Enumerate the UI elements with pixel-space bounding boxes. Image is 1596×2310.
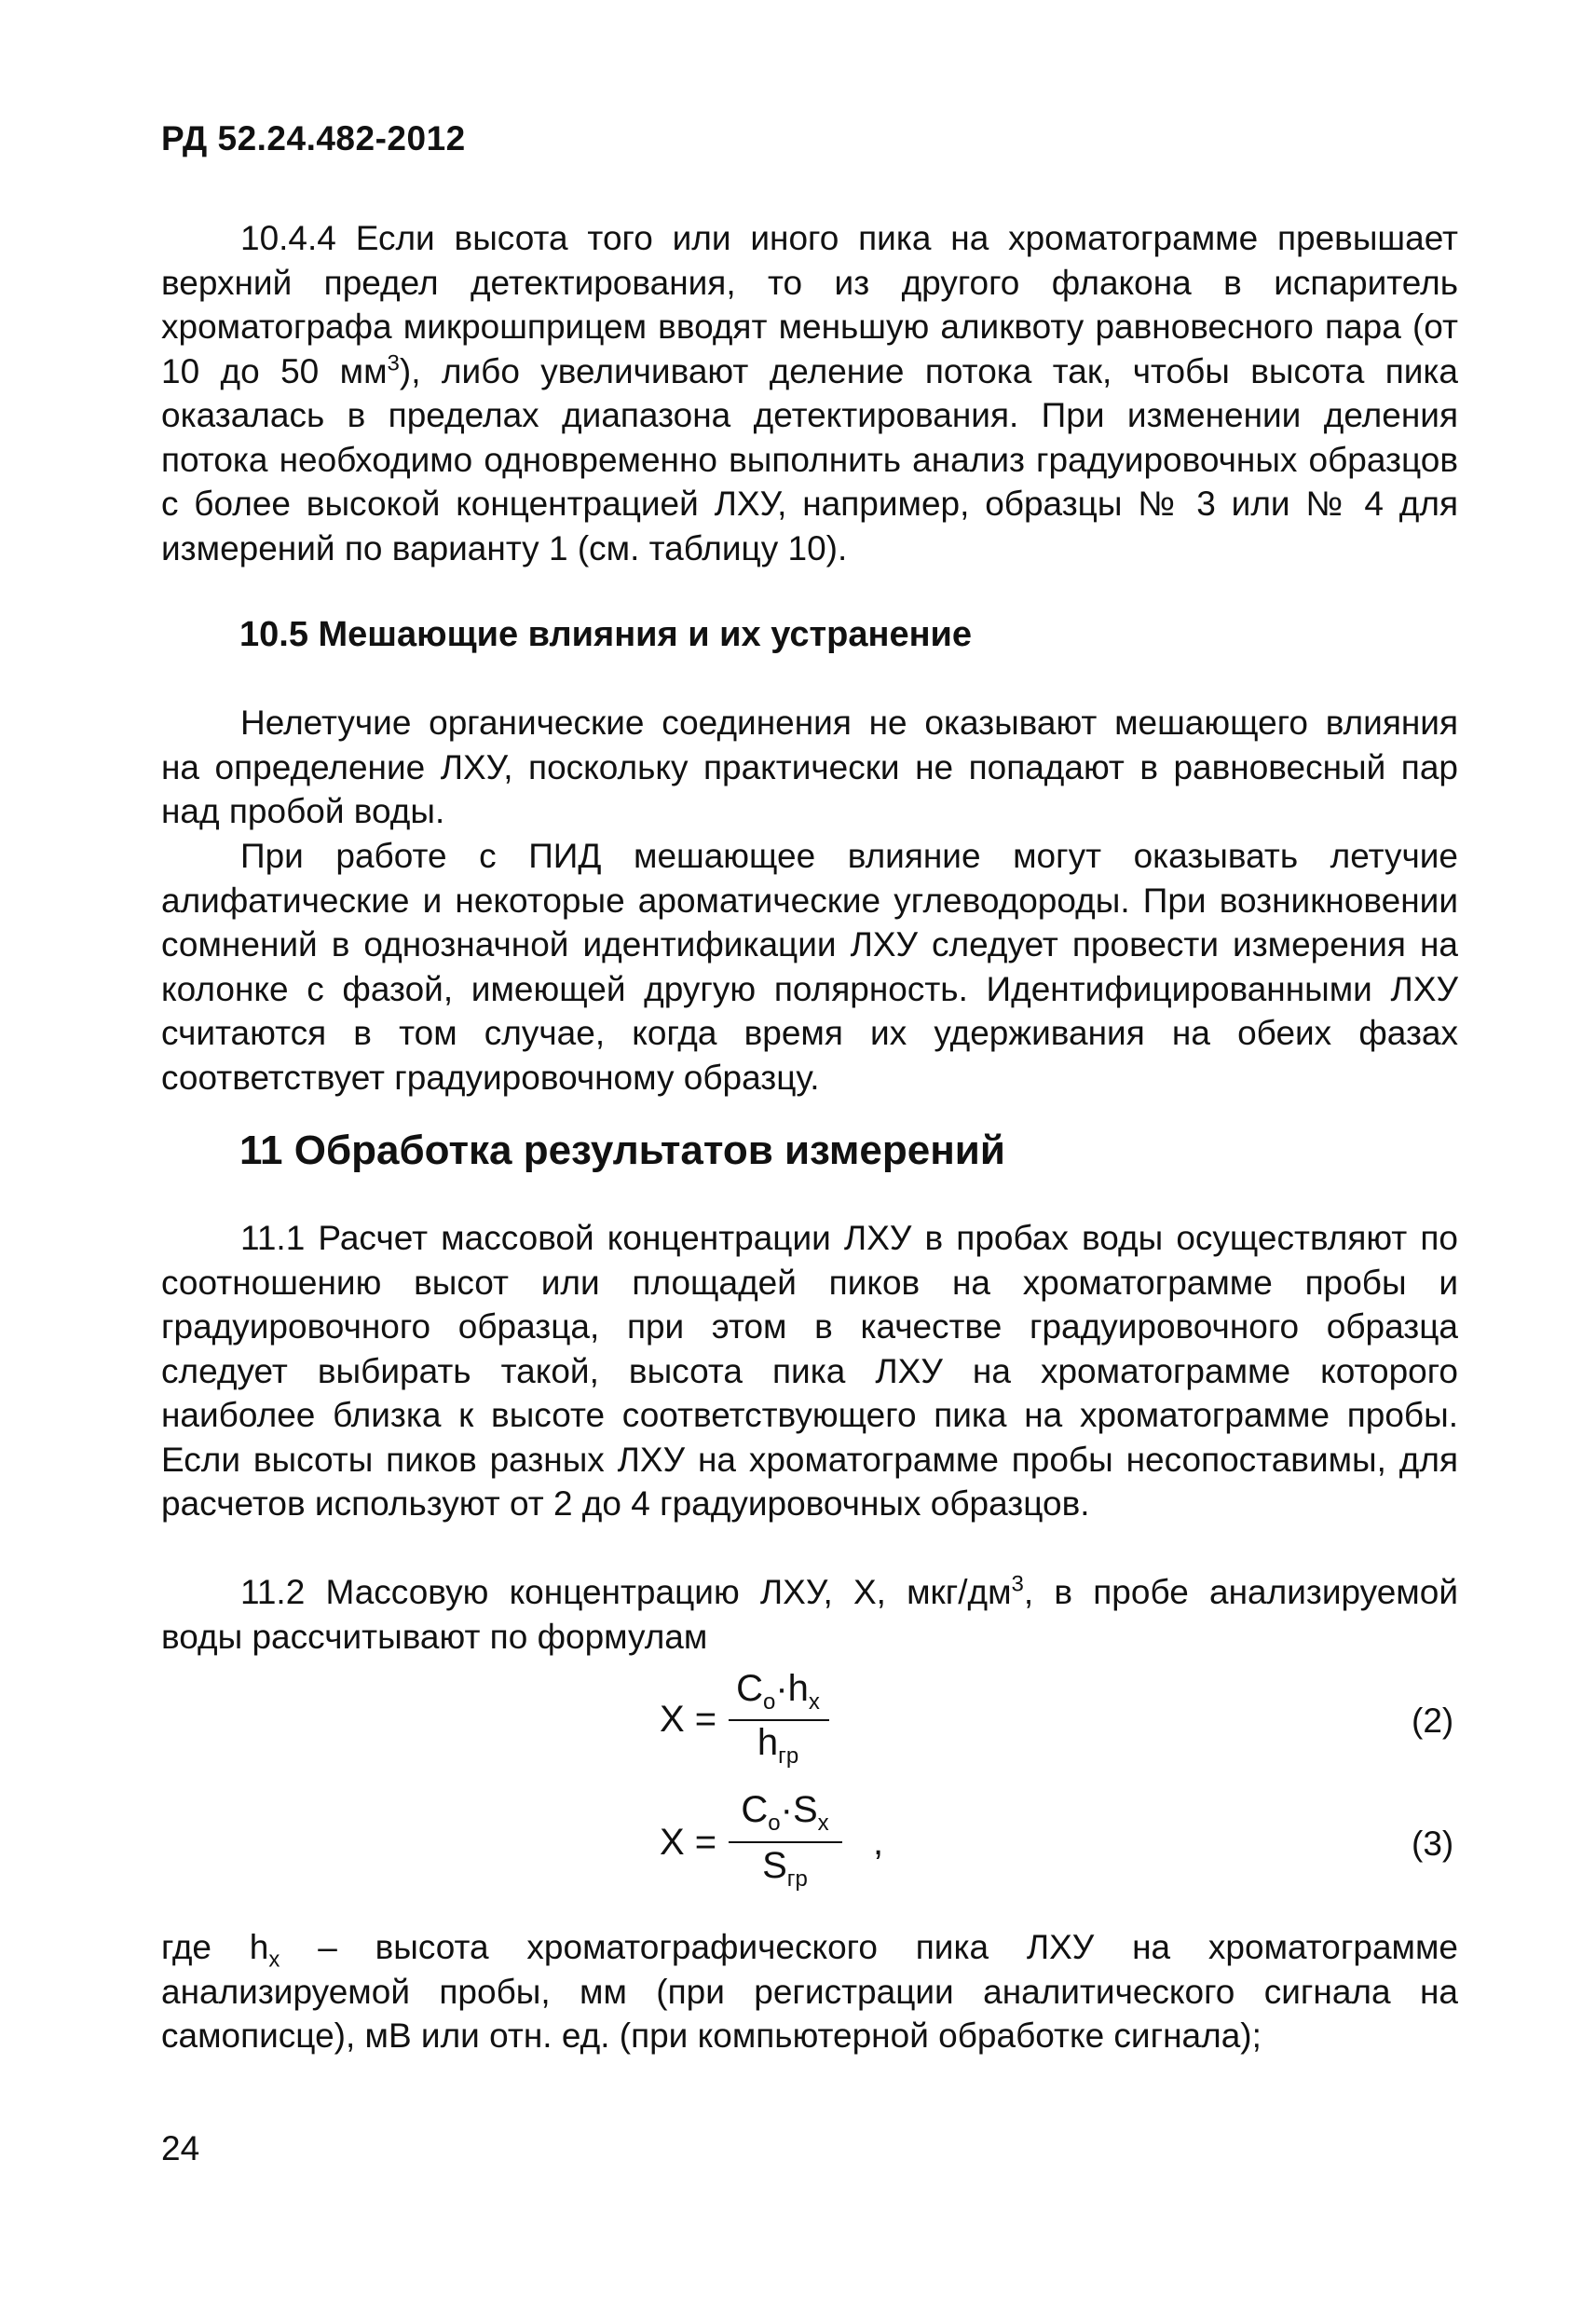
paragraph-text-cont: ), либо увеличивают деление потока так, чтобы высота пика оказалась в пределах диапазона детектирования. При изменении деления потока необходимо одновременно выполнить анализ градуировочных образцов с более высокой концентрацией ЛХУ, например, образцы № 3 или № 4 для измерений по варианту 1 (см. таблицу 10).	[161, 351, 1458, 567]
formula-numerator: $C_o\cdot h_x$	[736, 1668, 820, 1715]
formula-denominator: $h_{гр}$	[757, 1722, 799, 1769]
superscript: 3	[1011, 1571, 1024, 1597]
where-text: – высота хроматографического пика ЛХУ на хроматограмме анализируемой пробы, мм (при регистрации аналитического сигнала на самописце), мВ или отн. ед. (при компьютерной обработке сигнала);	[161, 1928, 1458, 2055]
equation-number: (2)	[1412, 1702, 1454, 1740]
where-lead: где h	[161, 1928, 269, 1966]
where-definition	[161, 1925, 1458, 2058]
paragraph-10-5-1: Нелетучие органические соединения не оказывают мешающего влияния на определение ЛХУ, поскольку практически не попадают в равновесный пар над пробой воды.	[161, 704, 1458, 830]
section-heading-11: 11 Обработка результатов измерений	[239, 1128, 1005, 1173]
formula-lhs: X =	[660, 1822, 717, 1863]
page-number: 24	[161, 2129, 200, 2167]
fraction-line	[729, 1719, 829, 1721]
document-code-header: РД 52.24.482-2012	[161, 119, 466, 157]
superscript: 3	[387, 350, 400, 376]
paragraph-text-cont: , в пробе анализируемой воды рассчитывают по формулам	[161, 1573, 1458, 1656]
equation-number: (3)	[1412, 1825, 1454, 1863]
section-heading-10-5: 10.5 Мешающие влияния и их устранение	[239, 615, 973, 654]
paragraph-11-1: 11.1 Расчет массовой концентрации ЛХУ в пробах воды осуществляют по соотношению высот или площадей пиков на хроматограмме пробы и градуировочного образца, при этом в качестве градуировочного образца следует выбирать такой, высота пика ЛХУ на хроматограмме которого наиболее близка к высоте соответствующего пика на хроматограмме пробы. Если высоты пиков разных ЛХУ на хроматограмме пробы несопоставимы, для расчетов используют от 2 до 4 градуировочных образцов.	[161, 1219, 1458, 1523]
paragraph-text: 11.2 Массовую концентрацию ЛХУ, X, мкг/дм	[240, 1573, 1012, 1611]
paragraph-text: 10.4.4 Если высота того или иного пика на хроматограмме превышает верхний предел детектирования, то из другого флакона в испаритель хроматографа микрошприцем вводят меньшую аликвоту равновесного пара (от 10 до 50 мм	[161, 219, 1458, 390]
formula-lhs: X =	[660, 1699, 717, 1740]
paragraph-10-4-4	[161, 216, 1458, 570]
fraction-line	[729, 1841, 842, 1843]
formula-numerator: $C_o\cdot S_x$	[741, 1789, 829, 1836]
paragraph-10-5-2: При работе с ПИД мешающее влияние могут оказывать летучие алифатические и некоторые ароматические углеводороды. При возникновении сомнений в однозначной идентификации ЛХУ следует провести измерения на колонке с фазой, имеющей другую полярность. Идентифицированными ЛХУ считаются в том случае, когда время их удерживания на обеих фазах соответствует градуировочному образцу.	[161, 837, 1458, 1097]
formula-denominator: $S_{гр}$	[762, 1845, 808, 1892]
paragraph-11-2	[161, 1570, 1458, 1659]
formula-comma: ,	[873, 1822, 884, 1863]
subscript: x	[268, 1947, 280, 1973]
